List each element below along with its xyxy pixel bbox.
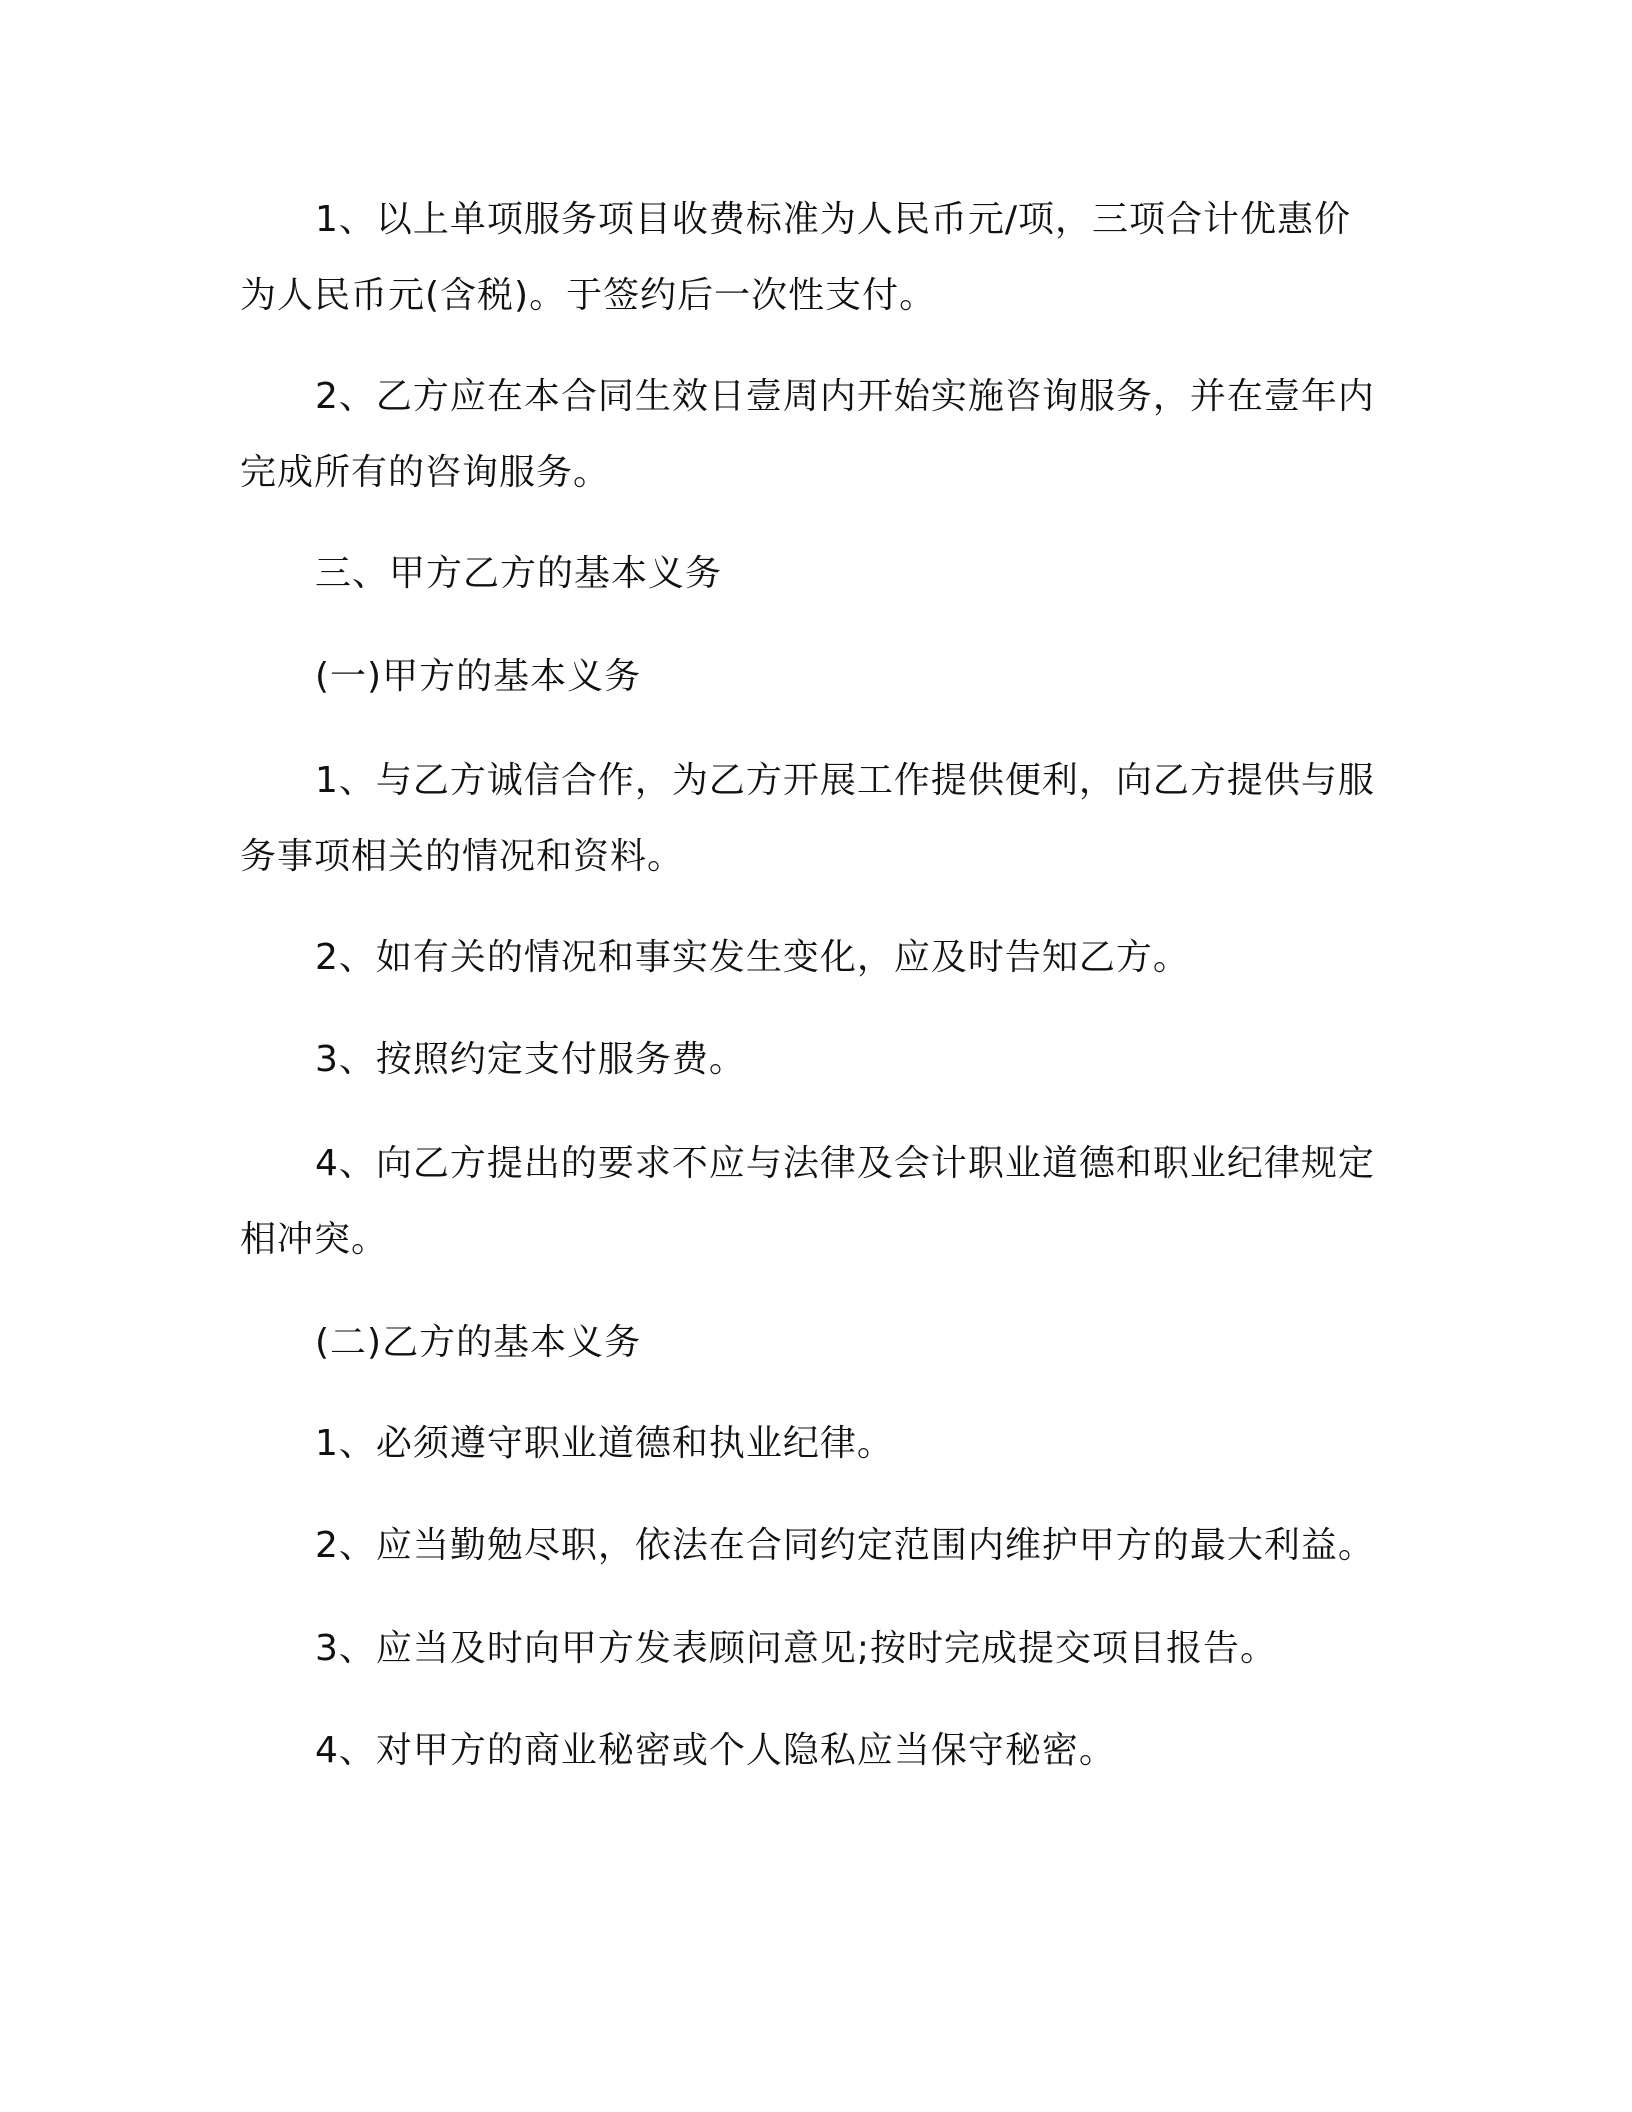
paragraph-1-line-1: 1、以上单项服务项目收费标准为人民币元/项，三项合计优惠价: [315, 199, 1352, 240]
party-b-item-2: 2、应当勤勉尽职，依法在合同约定范围内维护甲方的最大利益。: [315, 1525, 1375, 1566]
party-b-item-1: 1、必须遵守职业道德和执业纪律。: [315, 1423, 894, 1464]
party-b-item-4: 4、对甲方的商业秘密或个人隐私应当保守秘密。: [315, 1730, 1116, 1771]
party-a-item-1-line-2: 务事项相关的情况和资料。: [240, 836, 685, 877]
paragraph-2-line-1: 2、乙方应在本合同生效日壹周内开始实施咨询服务，并在壹年内: [315, 376, 1375, 417]
party-a-item-4-line-2: 相冲突。: [240, 1219, 389, 1260]
party-a-item-3: 3、按照约定支付服务费。: [315, 1039, 746, 1080]
paragraph-2-line-2: 完成所有的咨询服务。: [240, 452, 611, 493]
party-a-item-2: 2、如有关的情况和事实发生变化，应及时告知乙方。: [315, 937, 1190, 978]
subsection-heading-party-b: (二)乙方的基本义务: [315, 1322, 642, 1363]
party-b-item-3: 3、应当及时向甲方发表顾问意见;按时完成提交项目报告。: [315, 1628, 1278, 1669]
section-heading-3: 三、甲方乙方的基本义务: [315, 553, 723, 594]
party-a-item-1-line-1: 1、与乙方诚信合作，为乙方开展工作提供便利，向乙方提供与服: [315, 760, 1375, 801]
subsection-heading-party-a: (一)甲方的基本义务: [315, 656, 642, 697]
party-a-item-4-line-1: 4、向乙方提出的要求不应与法律及会计职业道德和职业纪律规定: [315, 1143, 1375, 1184]
paragraph-1-line-2: 为人民币元(含税)。于签约后一次性支付。: [240, 275, 937, 316]
